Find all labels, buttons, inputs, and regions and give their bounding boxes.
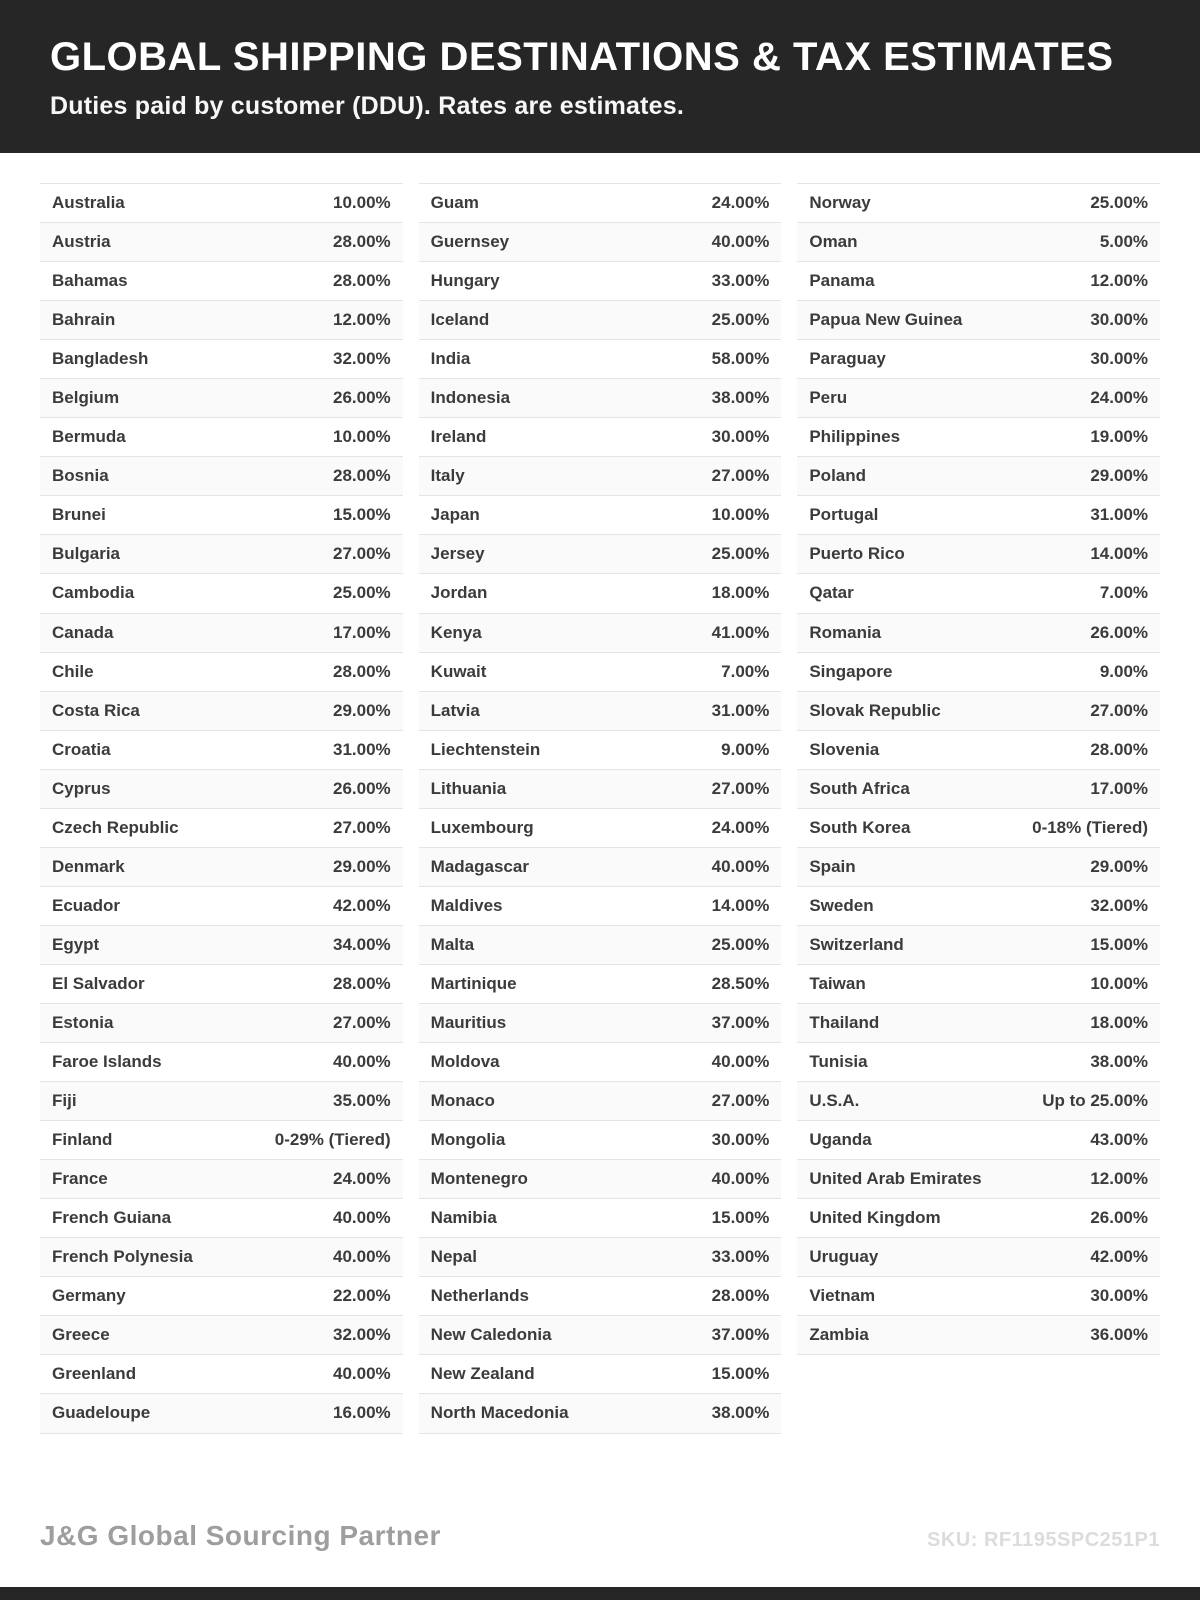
- table-row: [40, 1160, 403, 1199]
- table-row: [419, 1316, 782, 1355]
- table-row: [40, 1199, 403, 1238]
- country-name: South Korea: [809, 817, 911, 837]
- tax-rate: 18.00%: [1090, 1012, 1149, 1032]
- country-name: Mauritius: [430, 1012, 507, 1032]
- tax-rate: 15.00%: [333, 505, 391, 525]
- country-name: Costa Rica: [52, 700, 140, 720]
- table-row: [797, 1160, 1160, 1199]
- tax-rate: 26.00%: [1090, 622, 1149, 642]
- country-name: Zambia: [809, 1325, 869, 1345]
- tax-rate: 28.00%: [333, 973, 391, 993]
- table-row: [419, 379, 782, 418]
- tax-rate: 7.00%: [1099, 583, 1149, 603]
- table-row: [419, 1355, 782, 1394]
- country-name: Uruguay: [809, 1247, 879, 1267]
- country-name: Italy: [430, 466, 465, 486]
- table-row: [419, 1121, 782, 1160]
- tax-rate: 19.00%: [1090, 427, 1149, 447]
- table-row: [419, 262, 782, 301]
- tax-rate: 37.00%: [711, 1012, 770, 1032]
- tax-rate: 40.00%: [333, 1208, 391, 1228]
- country-name: Tunisia: [809, 1052, 868, 1072]
- tax-rate: 40.00%: [333, 1247, 391, 1267]
- table-row: [797, 1199, 1160, 1238]
- table-row: [40, 379, 403, 418]
- tax-rate: 17.00%: [333, 622, 391, 642]
- country-name: Faroe Islands: [52, 1052, 162, 1072]
- tax-rate: 26.00%: [1090, 1208, 1149, 1228]
- tax-rate: 0-29% (Tiered): [274, 1130, 391, 1150]
- tax-rate: 12.00%: [1090, 1169, 1149, 1189]
- country-name: Finland: [52, 1130, 113, 1150]
- country-name: Kuwait: [430, 661, 487, 681]
- table-row: [40, 887, 403, 926]
- country-name: Uganda: [809, 1130, 872, 1150]
- table-row: [40, 223, 403, 262]
- country-name: Bahamas: [52, 271, 128, 291]
- country-name: Papua New Guinea: [809, 310, 963, 330]
- table-row: [419, 848, 782, 887]
- table-row: [40, 965, 403, 1004]
- country-name: El Salvador: [52, 973, 145, 993]
- tax-rate: 34.00%: [333, 934, 391, 954]
- table-row: [419, 731, 782, 770]
- table-row: [40, 1316, 403, 1355]
- country-name: Cambodia: [52, 583, 135, 603]
- country-name: Spain: [809, 856, 856, 876]
- table-row: [419, 301, 782, 340]
- tax-rate: 29.00%: [1090, 466, 1149, 486]
- tax-rate: 28.00%: [1090, 739, 1149, 759]
- tax-rate: 26.00%: [333, 778, 391, 798]
- country-name: Luxembourg: [430, 817, 534, 837]
- tax-rate: 36.00%: [1090, 1325, 1149, 1345]
- table-row: [40, 301, 403, 340]
- table-row: [797, 731, 1160, 770]
- tax-rate: 27.00%: [711, 466, 770, 486]
- tax-rate: 33.00%: [711, 271, 770, 291]
- table-row: [40, 731, 403, 770]
- country-name: French Polynesia: [52, 1247, 193, 1267]
- country-name: Netherlands: [430, 1286, 529, 1306]
- table-row: [797, 496, 1160, 535]
- tax-rate: 31.00%: [333, 739, 391, 759]
- tax-rate: 7.00%: [721, 661, 770, 681]
- country-name: Canada: [52, 622, 114, 642]
- table-row: [40, 614, 403, 653]
- rates-column-1: [40, 183, 403, 1434]
- country-name: Denmark: [52, 856, 125, 876]
- table-row: [797, 926, 1160, 965]
- table-row: [419, 1199, 782, 1238]
- country-name: Philippines: [809, 427, 901, 447]
- tax-rate: 28.00%: [333, 271, 391, 291]
- brand-name: J&G Global Sourcing Partner: [40, 1520, 441, 1551]
- country-name: Panama: [809, 271, 875, 291]
- country-name: Greece: [52, 1325, 110, 1345]
- table-row: [797, 262, 1160, 301]
- table-row: [419, 1043, 782, 1082]
- tax-rate: 28.00%: [333, 232, 391, 252]
- tax-rate: 5.00%: [1099, 232, 1149, 252]
- table-row: [797, 614, 1160, 653]
- table-row: [419, 1082, 782, 1121]
- country-name: Bermuda: [52, 427, 126, 447]
- tax-rate: 25.00%: [711, 934, 770, 954]
- table-row: [40, 1043, 403, 1082]
- country-name: Greenland: [52, 1364, 137, 1384]
- country-name: Jersey: [430, 544, 485, 564]
- tax-rate: 16.00%: [333, 1403, 391, 1423]
- country-name: Switzerland: [809, 934, 904, 954]
- table-row: [797, 1277, 1160, 1316]
- table-row: [419, 809, 782, 848]
- tax-rate: 27.00%: [711, 1091, 770, 1111]
- country-name: United Arab Emirates: [809, 1169, 982, 1189]
- tax-rate: 28.00%: [333, 661, 391, 681]
- table-row: [419, 614, 782, 653]
- tax-rate: 24.00%: [1090, 388, 1149, 408]
- country-name: Fiji: [52, 1091, 77, 1111]
- tax-rate: 14.00%: [711, 895, 770, 915]
- table-row: [40, 1355, 403, 1394]
- table-row: [40, 340, 403, 379]
- page-title: GLOBAL SHIPPING DESTINATIONS & TAX ESTIMATES: [50, 35, 1114, 79]
- table-row: [797, 418, 1160, 457]
- country-name: New Caledonia: [430, 1325, 552, 1345]
- tax-rate: 10.00%: [1090, 973, 1149, 993]
- country-name: Chile: [52, 661, 94, 681]
- country-name: United Kingdom: [809, 1208, 941, 1228]
- country-name: Belgium: [52, 388, 120, 408]
- tax-rate: 33.00%: [711, 1247, 770, 1267]
- tax-rate: 40.00%: [711, 1169, 770, 1189]
- table-row: [797, 1316, 1160, 1355]
- country-name: Cyprus: [52, 778, 111, 798]
- tax-rate: 25.00%: [711, 310, 770, 330]
- tax-rate: 32.00%: [1090, 895, 1149, 915]
- country-name: Oman: [809, 232, 858, 252]
- table-row: [797, 965, 1160, 1004]
- table-row: [797, 770, 1160, 809]
- table-row: [419, 692, 782, 731]
- tax-rate: 25.00%: [711, 544, 770, 564]
- table-row: [419, 965, 782, 1004]
- tax-rate: 10.00%: [333, 193, 391, 212]
- country-name: Egypt: [52, 934, 100, 954]
- country-name: Madagascar: [430, 856, 529, 876]
- country-name: Austria: [52, 232, 111, 252]
- tax-rate: 15.00%: [1090, 934, 1149, 954]
- tax-rate: 40.00%: [711, 1052, 770, 1072]
- table-row: [797, 1082, 1160, 1121]
- country-name: Kenya: [430, 622, 482, 642]
- table-row: [40, 1277, 403, 1316]
- country-name: Montenegro: [430, 1169, 528, 1189]
- tax-rate: 32.00%: [333, 349, 391, 369]
- tax-rate: 40.00%: [711, 232, 770, 252]
- tax-rate: 30.00%: [1090, 349, 1149, 369]
- table-row: [797, 692, 1160, 731]
- tax-rate: 31.00%: [1090, 505, 1149, 525]
- table-row: [419, 340, 782, 379]
- table-row: [797, 1121, 1160, 1160]
- country-name: Sweden: [809, 895, 874, 915]
- tax-rate: 41.00%: [711, 622, 770, 642]
- country-name: Puerto Rico: [809, 544, 905, 564]
- table-row: [419, 770, 782, 809]
- tax-rate: 29.00%: [1090, 856, 1149, 876]
- tax-rate: 42.00%: [333, 895, 391, 915]
- country-name: Bahrain: [52, 310, 116, 330]
- country-name: India: [430, 349, 471, 369]
- country-name: Guadeloupe: [52, 1403, 151, 1423]
- country-name: Iceland: [430, 310, 490, 330]
- tax-rate: 25.00%: [1090, 193, 1149, 212]
- table-row: [419, 457, 782, 496]
- rates-column-3: [797, 183, 1160, 1355]
- tax-rate: 38.00%: [711, 388, 770, 408]
- country-name: Estonia: [52, 1012, 114, 1032]
- table-row: [40, 457, 403, 496]
- country-name: Nepal: [430, 1247, 477, 1267]
- table-row: [40, 770, 403, 809]
- tax-rate: 28.00%: [333, 466, 391, 486]
- table-row: [419, 1004, 782, 1043]
- table-row: [40, 1082, 403, 1121]
- table-row: [797, 1004, 1160, 1043]
- table-row: [797, 653, 1160, 692]
- country-name: Czech Republic: [52, 817, 179, 837]
- sku-label: SKU: RF1195SPC251P1: [927, 1529, 1160, 1551]
- table-row: [797, 340, 1160, 379]
- country-name: Malta: [430, 934, 475, 954]
- tax-rate: 40.00%: [711, 856, 770, 876]
- country-name: Croatia: [52, 739, 111, 759]
- tax-rate: 15.00%: [711, 1364, 770, 1384]
- tax-rate: 12.00%: [333, 310, 391, 330]
- country-name: Norway: [809, 193, 871, 212]
- tax-rate: 28.00%: [711, 1286, 770, 1306]
- table-row: [419, 184, 782, 223]
- tax-rate: 42.00%: [1090, 1247, 1149, 1267]
- tax-rate: 38.00%: [1090, 1052, 1149, 1072]
- country-name: Slovak Republic: [809, 700, 941, 720]
- table-row: [419, 496, 782, 535]
- country-name: Peru: [809, 388, 848, 408]
- country-name: Liechtenstein: [430, 739, 541, 759]
- country-name: Ecuador: [52, 895, 121, 915]
- country-name: Australia: [52, 193, 125, 212]
- country-name: Hungary: [430, 271, 500, 291]
- table-row: [419, 1277, 782, 1316]
- tax-rate: 29.00%: [333, 856, 391, 876]
- tax-rate: 26.00%: [333, 388, 391, 408]
- table-row: [419, 574, 782, 613]
- table-row: [419, 926, 782, 965]
- table-row: [40, 262, 403, 301]
- table-row: [40, 809, 403, 848]
- country-name: Mongolia: [430, 1130, 506, 1150]
- country-name: Latvia: [430, 700, 480, 720]
- tax-rate: 30.00%: [1090, 310, 1149, 330]
- table-row: [40, 1004, 403, 1043]
- footer: [40, 1520, 1160, 1552]
- tax-rate: 24.00%: [333, 1169, 391, 1189]
- tax-rate: 43.00%: [1090, 1130, 1149, 1150]
- tax-rate: 14.00%: [1090, 544, 1149, 564]
- tax-rate: 0-18% (Tiered): [1032, 817, 1149, 837]
- country-name: New Zealand: [430, 1364, 535, 1384]
- tax-rate: Up to 25.00%: [1042, 1091, 1149, 1111]
- country-name: Maldives: [430, 895, 503, 915]
- country-name: Monaco: [430, 1091, 495, 1111]
- table-row: [40, 692, 403, 731]
- country-name: Lithuania: [430, 778, 507, 798]
- country-name: France: [52, 1169, 108, 1189]
- tax-rate: 27.00%: [711, 778, 770, 798]
- tax-rate: 18.00%: [711, 583, 770, 603]
- table-row: [797, 574, 1160, 613]
- table-row: [40, 926, 403, 965]
- table-row: [40, 496, 403, 535]
- table-row: [419, 535, 782, 574]
- country-name: Ireland: [430, 427, 487, 447]
- table-row: [797, 887, 1160, 926]
- table-row: [40, 418, 403, 457]
- country-name: Bosnia: [52, 466, 109, 486]
- table-row: [797, 184, 1160, 223]
- table-row: [797, 809, 1160, 848]
- table-row: [797, 1238, 1160, 1277]
- tax-rate: 24.00%: [711, 193, 770, 212]
- tax-rate: 22.00%: [333, 1286, 391, 1306]
- country-name: Taiwan: [809, 973, 866, 993]
- tax-rate: 10.00%: [711, 505, 770, 525]
- tax-rate: 12.00%: [1090, 271, 1149, 291]
- table-row: [40, 1121, 403, 1160]
- table-row: [419, 418, 782, 457]
- table-row: [419, 1238, 782, 1277]
- table-row: [40, 574, 403, 613]
- table-row: [419, 1394, 782, 1433]
- tax-rate: 32.00%: [333, 1325, 391, 1345]
- tax-rate: 29.00%: [333, 700, 391, 720]
- tax-rate: 17.00%: [1090, 778, 1149, 798]
- tax-rate: 25.00%: [333, 583, 391, 603]
- tax-rate: 24.00%: [711, 817, 770, 837]
- table-row: [797, 848, 1160, 887]
- table-row: [419, 223, 782, 262]
- table-row: [797, 535, 1160, 574]
- table-row: [797, 1043, 1160, 1082]
- country-name: Jordan: [430, 583, 488, 603]
- country-name: Thailand: [809, 1012, 880, 1032]
- table-row: [40, 1394, 403, 1433]
- tax-rate: 27.00%: [333, 817, 391, 837]
- bottom-bar: [0, 1587, 1200, 1600]
- tax-rate: 38.00%: [711, 1403, 770, 1423]
- tax-rate: 30.00%: [711, 427, 770, 447]
- tax-rate: 15.00%: [711, 1208, 770, 1228]
- country-name: Poland: [809, 466, 867, 486]
- country-name: U.S.A.: [809, 1091, 860, 1111]
- country-name: Singapore: [809, 661, 893, 681]
- table-row: [419, 653, 782, 692]
- country-name: French Guiana: [52, 1208, 172, 1228]
- country-name: Moldova: [430, 1052, 500, 1072]
- table-row: [797, 223, 1160, 262]
- table-row: [419, 887, 782, 926]
- tax-rate: 27.00%: [333, 1012, 391, 1032]
- table-row: [797, 457, 1160, 496]
- table-row: [797, 301, 1160, 340]
- table-row: [40, 184, 403, 223]
- country-name: Indonesia: [430, 388, 511, 408]
- tax-rate: 30.00%: [1090, 1286, 1149, 1306]
- country-name: North Macedonia: [430, 1403, 569, 1423]
- tax-rate: 40.00%: [333, 1364, 391, 1384]
- country-name: Paraguay: [809, 349, 886, 369]
- country-name: South Africa: [809, 778, 910, 798]
- tax-rate: 30.00%: [711, 1130, 770, 1150]
- table-row: [40, 653, 403, 692]
- table-row: [40, 535, 403, 574]
- country-name: Romania: [809, 622, 882, 642]
- page-subtitle: Duties paid by customer (DDU). Rates are estimates.: [50, 92, 685, 120]
- tax-rate: 27.00%: [1090, 700, 1149, 720]
- tax-rate: 9.00%: [1099, 661, 1149, 681]
- table-row: [419, 1160, 782, 1199]
- country-name: Slovenia: [809, 739, 880, 759]
- table-row: [797, 379, 1160, 418]
- table-row: [40, 1238, 403, 1277]
- tax-rate: 9.00%: [721, 739, 770, 759]
- table-row: [40, 848, 403, 887]
- country-name: Qatar: [809, 583, 854, 603]
- rates-column-2: [419, 183, 782, 1434]
- tax-rate: 27.00%: [333, 544, 391, 564]
- country-name: Bulgaria: [52, 544, 121, 564]
- tax-rate: 58.00%: [711, 349, 770, 369]
- country-name: Bangladesh: [52, 349, 149, 369]
- tax-rate: 10.00%: [333, 427, 391, 447]
- tax-rate: 31.00%: [711, 700, 770, 720]
- country-name: Japan: [430, 505, 480, 525]
- tax-rates-table: [0, 153, 1200, 1434]
- tax-rate: 28.50%: [711, 973, 770, 993]
- tax-rate: 40.00%: [333, 1052, 391, 1072]
- header-banner: [0, 0, 1200, 153]
- country-name: Germany: [52, 1286, 126, 1306]
- country-name: Guernsey: [430, 232, 510, 252]
- country-name: Guam: [430, 193, 479, 212]
- country-name: Namibia: [430, 1208, 497, 1228]
- country-name: Vietnam: [809, 1286, 876, 1306]
- country-name: Martinique: [430, 973, 517, 993]
- country-name: Brunei: [52, 505, 106, 525]
- country-name: Portugal: [809, 505, 879, 525]
- tax-rate: 37.00%: [711, 1325, 770, 1345]
- tax-rate: 35.00%: [333, 1091, 391, 1111]
